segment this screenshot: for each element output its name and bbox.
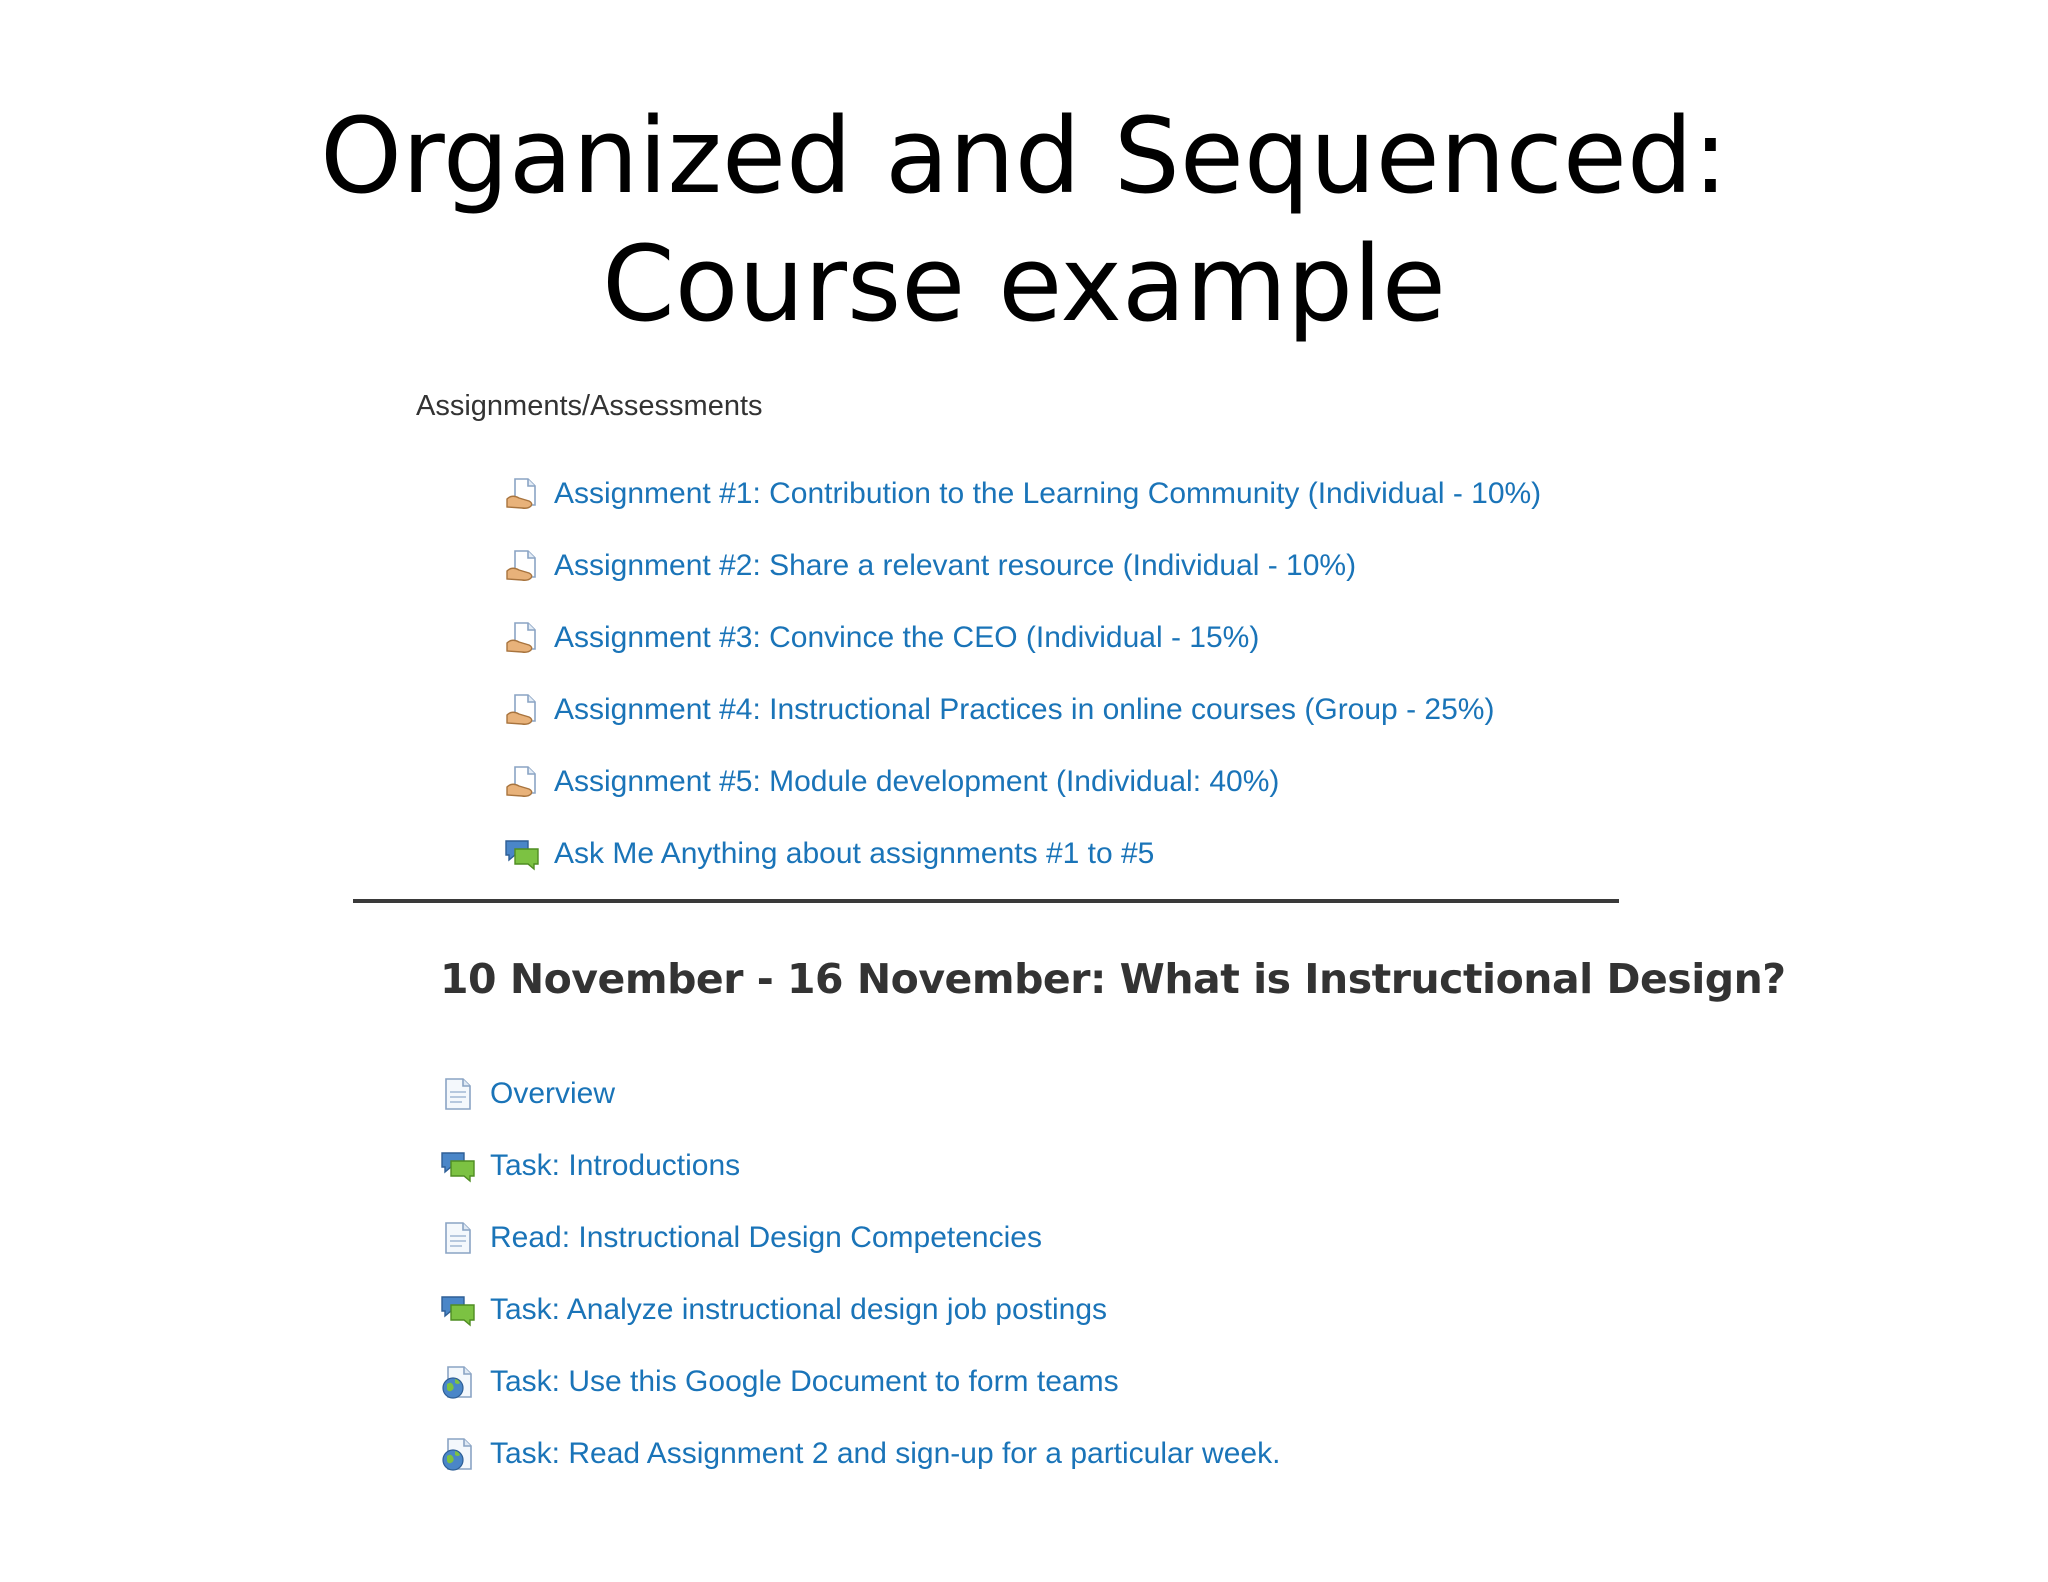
week-item-6[interactable] [440, 1418, 1280, 1490]
overview-link[interactable]: Overview [490, 1077, 616, 1110]
assignments-list [504, 458, 1541, 890]
week-heading: 10 November - 16 November: What is Instructional Design? [440, 955, 1786, 1003]
assignments-section-label: Assignments/Assessments [416, 390, 763, 422]
assignment-link-3[interactable]: Assignment #3: Convince the CEO (Individual - 15%) [554, 621, 1260, 654]
assignment-item-4[interactable] [504, 674, 1541, 746]
assignment-link-2[interactable]: Assignment #2: Share a relevant resource (Individual - 10%) [554, 549, 1357, 582]
week-activity-list [440, 1058, 1280, 1490]
assignment-icon [504, 620, 540, 656]
assignment-link-4[interactable]: Assignment #4: Instructional Practices in online courses (Group - 25%) [554, 693, 1495, 726]
assignment-link-1[interactable]: Assignment #1: Contribution to the Learning Community (Individual - 10%) [554, 477, 1542, 510]
slide-title-line-1: Organized and Sequenced: [320, 95, 1728, 217]
assignment-icon [504, 692, 540, 728]
forum-icon [440, 1292, 476, 1328]
assignment-item-6[interactable] [504, 818, 1541, 890]
week-item-3[interactable] [440, 1202, 1280, 1274]
slide-title [0, 92, 2048, 348]
week-item-2[interactable] [440, 1130, 1280, 1202]
page-icon [440, 1076, 476, 1112]
task-sign-up-link[interactable]: Task: Read Assignment 2 and sign-up for a particular week. [490, 1437, 1281, 1470]
task-google-document-link[interactable]: Task: Use this Google Document to form teams [490, 1365, 1119, 1398]
assignment-icon [504, 476, 540, 512]
assignment-icon [504, 548, 540, 584]
week-item-5[interactable] [440, 1346, 1280, 1418]
url-icon [440, 1436, 476, 1472]
assignment-item-1[interactable] [504, 458, 1541, 530]
assignment-link-5[interactable]: Assignment #5: Module development (Individual: 40%) [554, 765, 1280, 798]
assignment-icon [504, 764, 540, 800]
assignment-item-5[interactable] [504, 746, 1541, 818]
slide-title-line-2: Course example [602, 223, 1446, 345]
assignment-item-3[interactable] [504, 602, 1541, 674]
ask-me-anything-link[interactable]: Ask Me Anything about assignments #1 to #5 [554, 837, 1155, 870]
section-divider [353, 899, 1619, 903]
read-competencies-link[interactable]: Read: Instructional Design Competencies [490, 1221, 1042, 1254]
task-introductions-link[interactable]: Task: Introductions [490, 1149, 741, 1182]
task-analyze-postings-link[interactable]: Task: Analyze instructional design job postings [490, 1293, 1108, 1326]
forum-icon [440, 1148, 476, 1184]
assignment-item-2[interactable] [504, 530, 1541, 602]
url-icon [440, 1364, 476, 1400]
page-icon [440, 1220, 476, 1256]
forum-icon [504, 836, 540, 872]
week-item-1[interactable] [440, 1058, 1280, 1130]
week-item-4[interactable] [440, 1274, 1280, 1346]
